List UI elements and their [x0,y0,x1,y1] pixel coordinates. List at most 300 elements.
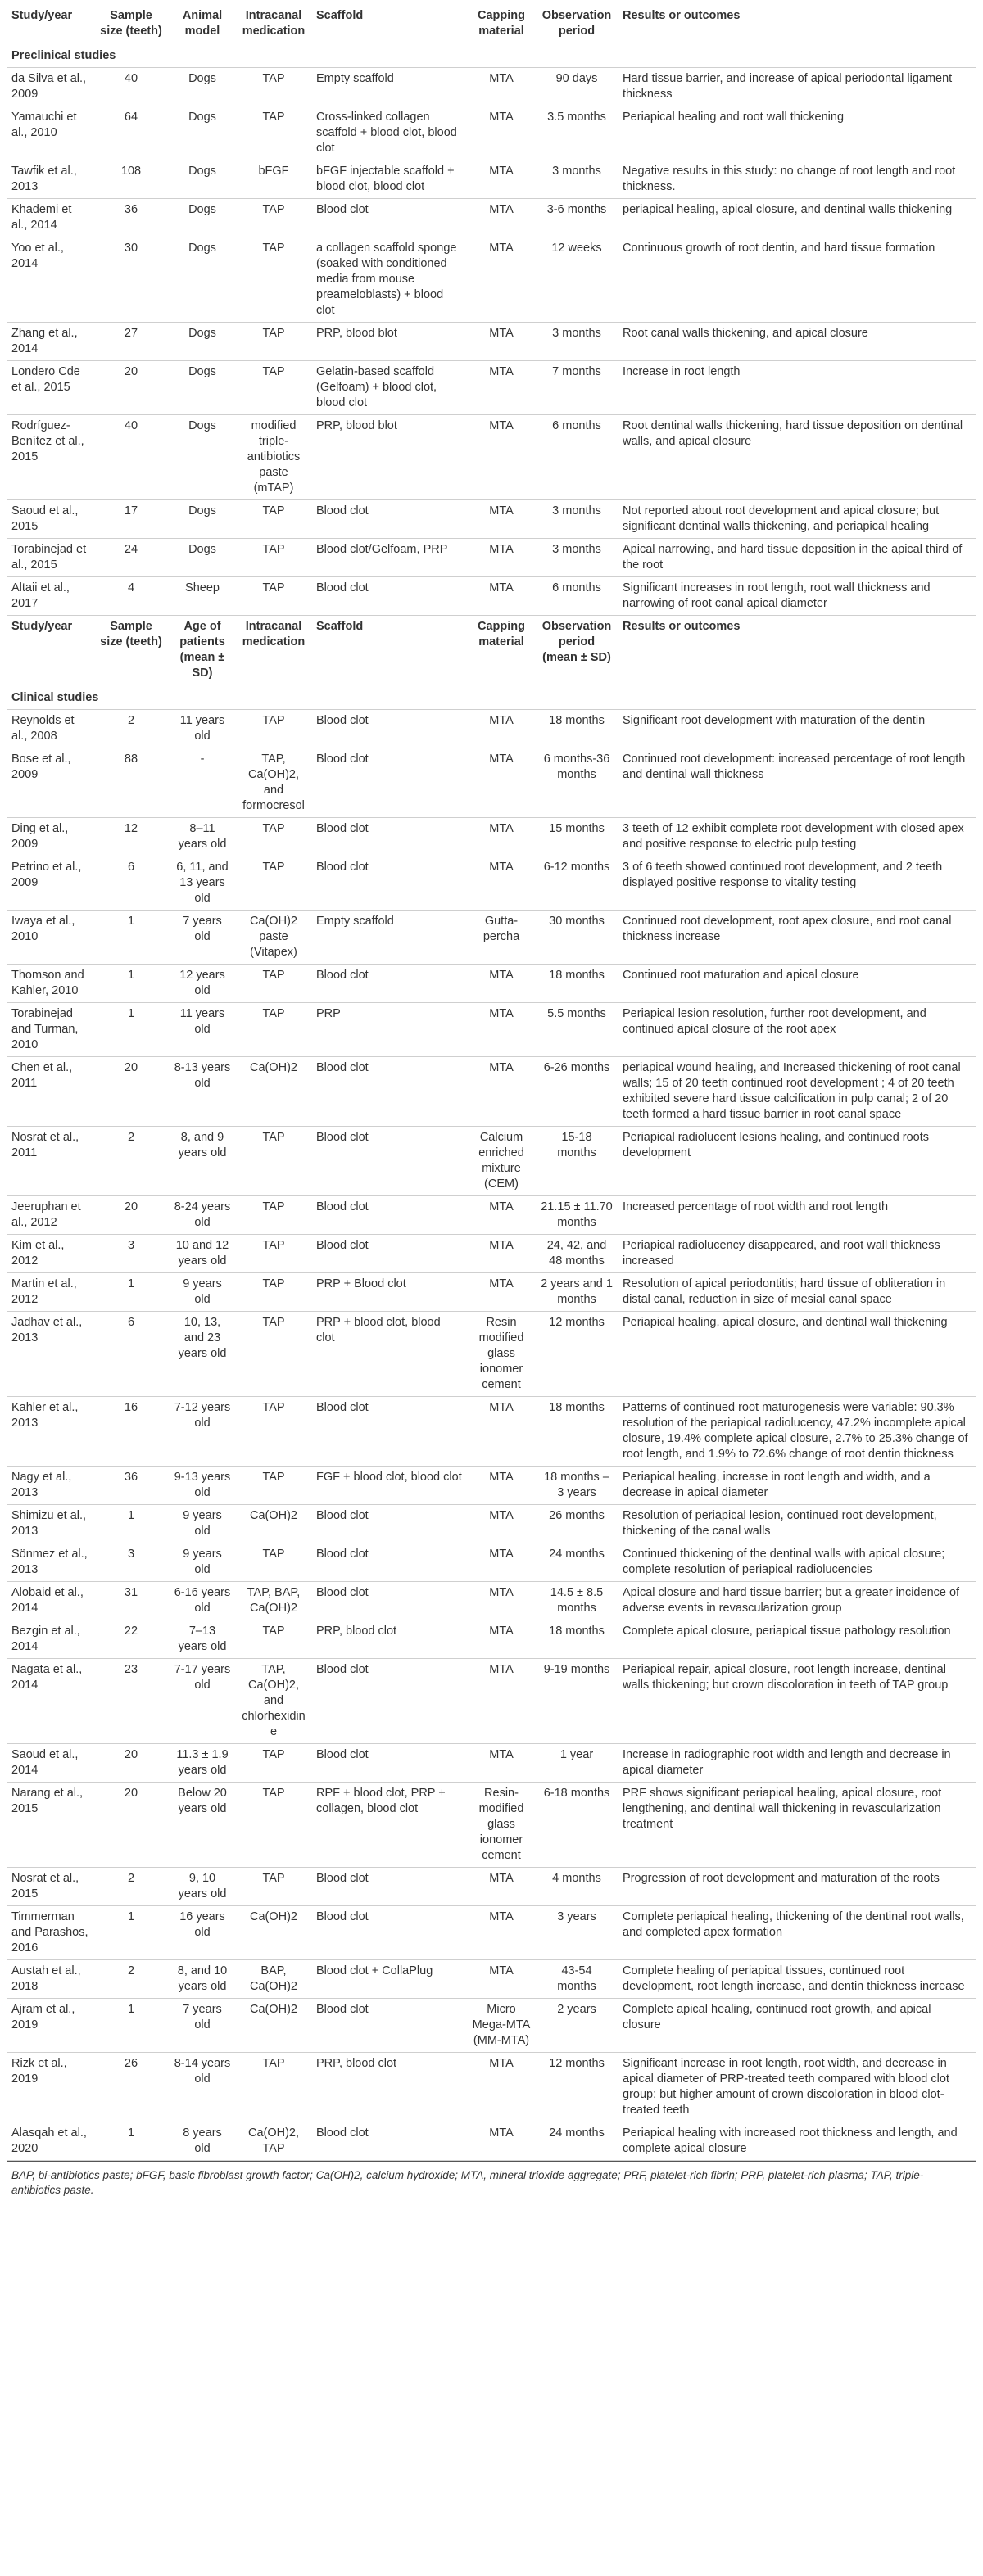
cell-model-or-age: 8–11 years old [169,818,236,856]
table-row [7,818,976,856]
cell-intracanal-medication: TAP [236,1783,311,1868]
table-row [7,237,976,323]
table-row [7,500,976,539]
column-header-study-year: Study/year [7,5,93,43]
cell-scaffold: Blood clot [311,1659,467,1744]
section-row [7,685,976,710]
cell-model-or-age: - [169,748,236,818]
cell-sample-size: 2 [93,1127,169,1196]
cell-capping-material: Resin modified glass ionomer cement [467,1312,536,1397]
cell-capping-material: MTA [467,1543,536,1582]
cell-scaffold: RPF + blood clot, PRP + collagen, blood clot [311,1783,467,1868]
cell-model-or-age: Dogs [169,323,236,361]
table-row [7,1659,976,1744]
cell-sample-size: 1 [93,2122,169,2161]
cell-scaffold: Blood clot [311,1868,467,1906]
cell-intracanal-medication: Ca(OH)2 [236,1057,311,1127]
cell-model-or-age: 7 years old [169,1999,236,2053]
cell-scaffold: Blood clot [311,1505,467,1543]
cell-capping-material: MTA [467,1659,536,1744]
cell-study-year: Thomson and Kahler, 2010 [7,965,93,1003]
cell-observation-period: 30 months [536,911,618,965]
table-row [7,577,976,616]
cell-observation-period: 21.15 ± 11.70 months [536,1196,618,1235]
cell-study-year: Torabinejad and Turman, 2010 [7,1003,93,1057]
cell-results-outcomes: Apical closure and hard tissue barrier; but a greater incidence of adverse events in revascularization group [618,1582,976,1620]
cell-sample-size: 1 [93,1906,169,1960]
cell-sample-size: 6 [93,1312,169,1397]
column-header-capping-material: Capping material [467,5,536,43]
cell-scaffold: Blood clot [311,1999,467,2053]
cell-sample-size: 6 [93,856,169,911]
cell-intracanal-medication: TAP, Ca(OH)2, and chlorhexidine [236,1659,311,1744]
cell-observation-period: 6 months [536,577,618,616]
cell-capping-material: MTA [467,1273,536,1312]
cell-results-outcomes: Patterns of continued root maturogenesis were variable: 90.3% resolution of the periapical radiolucency, 47.2% incomplete apical closure, 19.4% complete apical closure, 2.7% to 25.3% change of root length, and 1.9% to 72.6% change of root dentin thickness [618,1397,976,1467]
cell-study-year: Ajram et al., 2019 [7,1999,93,2053]
cell-results-outcomes: Root dentinal walls thickening, hard tissue deposition on dentinal walls, and apical closure [618,415,976,500]
cell-sample-size: 20 [93,1057,169,1127]
cell-observation-period: 18 months [536,710,618,748]
cell-model-or-age: 9-13 years old [169,1467,236,1505]
cell-scaffold: Blood clot [311,1906,467,1960]
cell-capping-material: Micro Mega-MTA (MM-MTA) [467,1999,536,2053]
cell-intracanal-medication: TAP [236,1196,311,1235]
cell-results-outcomes: Progression of root development and maturation of the roots [618,1868,976,1906]
cell-intracanal-medication: TAP [236,2053,311,2122]
cell-study-year: Jadhav et al., 2013 [7,1312,93,1397]
cell-results-outcomes: periapical healing, apical closure, and dentinal walls thickening [618,199,976,237]
table-row [7,710,976,748]
table-row [7,1744,976,1783]
cell-sample-size: 20 [93,1783,169,1868]
cell-model-or-age: 8-14 years old [169,2053,236,2122]
cell-capping-material: Gutta-percha [467,911,536,965]
cell-sample-size: 17 [93,500,169,539]
table-row [7,748,976,818]
cell-capping-material: MTA [467,1868,536,1906]
cell-capping-material: MTA [467,1057,536,1127]
column-header-observation-period: Observation period [536,5,618,43]
table-row [7,106,976,160]
cell-model-or-age: 9 years old [169,1543,236,1582]
cell-capping-material: MTA [467,160,536,199]
cell-observation-period: 15-18 months [536,1127,618,1196]
column-header-study-year: Study/year [7,616,93,685]
cell-model-or-age: 7-12 years old [169,1397,236,1467]
cell-results-outcomes: Resolution of periapical lesion, continued root development, thickening of the canal walls [618,1505,976,1543]
cell-scaffold: Blood clot [311,710,467,748]
clinical-section-label: Clinical studies [7,685,976,710]
cell-capping-material: MTA [467,710,536,748]
cell-observation-period: 9-19 months [536,1659,618,1744]
cell-observation-period: 12 months [536,1312,618,1397]
cell-scaffold: Blood clot [311,1543,467,1582]
cell-scaffold: Blood clot [311,199,467,237]
cell-observation-period: 3.5 months [536,106,618,160]
cell-scaffold: Blood clot [311,1582,467,1620]
cell-observation-period: 26 months [536,1505,618,1543]
cell-model-or-age: 9, 10 years old [169,1868,236,1906]
cell-results-outcomes: Root canal walls thickening, and apical closure [618,323,976,361]
cell-results-outcomes: Significant increase in root length, root width, and decrease in apical diameter of PRP-treated teeth compared with blood clot group; but higher amount of crown discoloration in blood clot-treated teeth [618,2053,976,2122]
cell-study-year: Saoud et al., 2015 [7,500,93,539]
cell-intracanal-medication: TAP [236,1312,311,1397]
cell-results-outcomes: periapical wound healing, and Increased thickening of root canal walls; 15 of 20 teeth continued root development ; 4 of 20 teeth exhibited severe hard tissue calcification in pulp canal; 2 of 20 teeth formed a hard tissue barrier in root canal space [618,1057,976,1127]
table-row [7,1543,976,1582]
cell-scaffold: PRP + Blood clot [311,1273,467,1312]
cell-results-outcomes: Complete apical closure, periapical tissue pathology resolution [618,1620,976,1659]
cell-study-year: Iwaya et al., 2010 [7,911,93,965]
cell-capping-material: MTA [467,539,536,577]
cell-intracanal-medication: Ca(OH)2 [236,1999,311,2053]
cell-capping-material: MTA [467,577,536,616]
cell-intracanal-medication: TAP [236,1127,311,1196]
cell-results-outcomes: Significant increases in root length, root wall thickness and narrowing of root canal apical diameter [618,577,976,616]
cell-intracanal-medication: Ca(OH)2 [236,1505,311,1543]
cell-model-or-age: Sheep [169,577,236,616]
cell-model-or-age: 10, 13, and 23 years old [169,1312,236,1397]
cell-sample-size: 26 [93,2053,169,2122]
table-row [7,1196,976,1235]
table-row [7,1620,976,1659]
table-row [7,1397,976,1467]
cell-observation-period: 3 months [536,323,618,361]
table-row [7,323,976,361]
cell-model-or-age: 12 years old [169,965,236,1003]
cell-capping-material: MTA [467,856,536,911]
table-row [7,856,976,911]
cell-sample-size: 1 [93,1273,169,1312]
cell-capping-material: MTA [467,106,536,160]
table-row [7,1003,976,1057]
cell-study-year: Yoo et al., 2014 [7,237,93,323]
cell-study-year: Tawfik et al., 2013 [7,160,93,199]
cell-sample-size: 12 [93,818,169,856]
cell-scaffold: Empty scaffold [311,68,467,106]
cell-capping-material: MTA [467,1960,536,1999]
cell-intracanal-medication: TAP [236,199,311,237]
table-row [7,1127,976,1196]
cell-study-year: Altaii et al., 2017 [7,577,93,616]
cell-observation-period: 6 months-36 months [536,748,618,818]
cell-model-or-age: 9 years old [169,1273,236,1312]
table-row [7,68,976,106]
cell-model-or-age: Dogs [169,199,236,237]
cell-results-outcomes: Significant root development with maturation of the dentin [618,710,976,748]
cell-results-outcomes: Complete healing of periapical tissues, continued root development, root length increase, and dentin thickness increase [618,1960,976,1999]
cell-capping-material: MTA [467,748,536,818]
cell-model-or-age: Dogs [169,106,236,160]
cell-scaffold: PRP, blood clot [311,2053,467,2122]
column-header-observation-period: Observation period (mean ± SD) [536,616,618,685]
cell-intracanal-medication: TAP [236,856,311,911]
cell-capping-material: MTA [467,199,536,237]
cell-results-outcomes: Periapical radiolucency disappeared, and root wall thickness increased [618,1235,976,1273]
cell-sample-size: 22 [93,1620,169,1659]
cell-observation-period: 3 years [536,1906,618,1960]
cell-intracanal-medication: TAP [236,1620,311,1659]
cell-study-year: Rizk et al., 2019 [7,2053,93,2122]
cell-sample-size: 1 [93,911,169,965]
cell-study-year: Petrino et al., 2009 [7,856,93,911]
cell-observation-period: 7 months [536,361,618,415]
cell-scaffold: Blood clot [311,1196,467,1235]
column-header-capping-material: Capping material [467,616,536,685]
cell-observation-period: 2 years [536,1999,618,2053]
cell-intracanal-medication: TAP [236,361,311,415]
cell-scaffold: Blood clot [311,818,467,856]
cell-scaffold: Blood clot [311,965,467,1003]
cell-model-or-age: 6-16 years old [169,1582,236,1620]
cell-results-outcomes: 3 teeth of 12 exhibit complete root development with closed apex and positive response to electric pulp testing [618,818,976,856]
table-row [7,1235,976,1273]
cell-scaffold: FGF + blood clot, blood clot [311,1467,467,1505]
table-row [7,1057,976,1127]
table-row [7,1960,976,1999]
cell-results-outcomes: Periapical repair, apical closure, root length increase, dentinal walls thickening; but crown discoloration in teeth of TAP group [618,1659,976,1744]
cell-sample-size: 1 [93,1505,169,1543]
cell-model-or-age: 7–13 years old [169,1620,236,1659]
cell-sample-size: 20 [93,1196,169,1235]
table-row [7,911,976,965]
cell-intracanal-medication: TAP, BAP, Ca(OH)2 [236,1582,311,1620]
column-header-results-outcomes: Results or outcomes [618,616,976,685]
cell-scaffold: Blood clot [311,2122,467,2161]
table-row [7,539,976,577]
cell-observation-period: 3 months [536,500,618,539]
cell-intracanal-medication: Ca(OH)2 paste (Vitapex) [236,911,311,965]
cell-model-or-age: 7-17 years old [169,1659,236,1744]
cell-results-outcomes: Complete apical healing, continued root growth, and apical closure [618,1999,976,2053]
cell-model-or-age: 6, 11, and 13 years old [169,856,236,911]
cell-results-outcomes: Continued thickening of the dentinal walls with apical closure; complete resolution of periapical radiolucencies [618,1543,976,1582]
cell-sample-size: 27 [93,323,169,361]
table-row [7,1783,976,1868]
cell-intracanal-medication: TAP [236,500,311,539]
cell-sample-size: 24 [93,539,169,577]
cell-capping-material: MTA [467,1582,536,1620]
cell-scaffold: PRP, blood blot [311,323,467,361]
cell-results-outcomes: Apical narrowing, and hard tissue deposition in the apical third of the root [618,539,976,577]
cell-model-or-age: 10 and 12 years old [169,1235,236,1273]
table-row [7,1505,976,1543]
cell-observation-period: 24, 42, and 48 months [536,1235,618,1273]
cell-sample-size: 36 [93,199,169,237]
cell-model-or-age: 11.3 ± 1.9 years old [169,1744,236,1783]
cell-intracanal-medication: TAP [236,577,311,616]
cell-observation-period: 3 months [536,539,618,577]
cell-intracanal-medication: TAP [236,710,311,748]
cell-results-outcomes: Increase in radiographic root width and length and decrease in apical diameter [618,1744,976,1783]
cell-model-or-age: 8-13 years old [169,1057,236,1127]
table-row [7,199,976,237]
cell-model-or-age: 16 years old [169,1906,236,1960]
cell-intracanal-medication: TAP, Ca(OH)2, and formocresol [236,748,311,818]
cell-study-year: Saoud et al., 2014 [7,1744,93,1783]
cell-capping-material: MTA [467,965,536,1003]
cell-results-outcomes: Continued root maturation and apical closure [618,965,976,1003]
cell-results-outcomes: Negative results in this study: no change of root length and root thickness. [618,160,976,199]
cell-capping-material: MTA [467,2053,536,2122]
cell-capping-material: MTA [467,1906,536,1960]
table-row [7,2122,976,2161]
cell-observation-period: 6-12 months [536,856,618,911]
cell-capping-material: MTA [467,1467,536,1505]
table-row [7,2053,976,2122]
studies-table [7,5,976,2161]
cell-scaffold: Blood clot [311,856,467,911]
cell-model-or-age: Dogs [169,539,236,577]
cell-model-or-age: 11 years old [169,1003,236,1057]
cell-scaffold: Empty scaffold [311,911,467,965]
cell-observation-period: 3 months [536,160,618,199]
cell-sample-size: 31 [93,1582,169,1620]
cell-model-or-age: Dogs [169,361,236,415]
cell-sample-size: 16 [93,1397,169,1467]
cell-capping-material: MTA [467,1744,536,1783]
cell-model-or-age: Dogs [169,415,236,500]
cell-sample-size: 1 [93,1003,169,1057]
cell-results-outcomes: Periapical healing, increase in root length and width, and a decrease in apical diameter [618,1467,976,1505]
cell-sample-size: 108 [93,160,169,199]
cell-observation-period: 24 months [536,2122,618,2161]
table-row [7,1906,976,1960]
cell-observation-period: 15 months [536,818,618,856]
cell-results-outcomes: Hard tissue barrier, and increase of apical periodontal ligament thickness [618,68,976,106]
cell-observation-period: 24 months [536,1543,618,1582]
cell-observation-period: 18 months [536,1620,618,1659]
cell-sample-size: 3 [93,1235,169,1273]
table-row [7,1582,976,1620]
cell-sample-size: 36 [93,1467,169,1505]
cell-observation-period: 5.5 months [536,1003,618,1057]
cell-capping-material: MTA [467,361,536,415]
cell-results-outcomes: Continued root development, root apex closure, and root canal thickness increase [618,911,976,965]
cell-scaffold: Blood clot [311,748,467,818]
cell-study-year: Torabinejad et al., 2015 [7,539,93,577]
cell-intracanal-medication: TAP [236,1467,311,1505]
cell-study-year: Timmerman and Parashos, 2016 [7,1906,93,1960]
cell-scaffold: Blood clot/Gelfoam, PRP [311,539,467,577]
cell-observation-period: 6-18 months [536,1783,618,1868]
cell-sample-size: 40 [93,68,169,106]
cell-observation-period: 1 year [536,1744,618,1783]
cell-intracanal-medication: TAP [236,323,311,361]
cell-capping-material: MTA [467,415,536,500]
cell-study-year: Ding et al., 2009 [7,818,93,856]
cell-intracanal-medication: TAP [236,1273,311,1312]
cell-scaffold: Blood clot [311,1127,467,1196]
cell-model-or-age: 7 years old [169,911,236,965]
cell-observation-period: 12 weeks [536,237,618,323]
cell-intracanal-medication: TAP [236,539,311,577]
cell-scaffold: Blood clot [311,1235,467,1273]
cell-intracanal-medication: BAP, Ca(OH)2 [236,1960,311,1999]
cell-sample-size: 64 [93,106,169,160]
cell-scaffold: Blood clot + CollaPlug [311,1960,467,1999]
column-header-sample-size: Sample size (teeth) [93,5,169,43]
cell-model-or-age: Dogs [169,500,236,539]
column-header-results-outcomes: Results or outcomes [618,5,976,43]
cell-study-year: Londero Cde et al., 2015 [7,361,93,415]
table-row [7,1273,976,1312]
cell-results-outcomes: Periapical radiolucent lesions healing, and continued roots development [618,1127,976,1196]
cell-capping-material: MTA [467,1505,536,1543]
cell-study-year: Bose et al., 2009 [7,748,93,818]
cell-study-year: Yamauchi et al., 2010 [7,106,93,160]
cell-scaffold: Cross-linked collagen scaffold + blood clot, blood clot [311,106,467,160]
cell-scaffold: Blood clot [311,500,467,539]
cell-scaffold: Blood clot [311,1057,467,1127]
table-row [7,965,976,1003]
cell-model-or-age: Dogs [169,160,236,199]
cell-sample-size: 88 [93,748,169,818]
cell-capping-material: MTA [467,237,536,323]
cell-results-outcomes: 3 of 6 teeth showed continued root development, and 2 teeth displayed positive response to vitality testing [618,856,976,911]
cell-sample-size: 30 [93,237,169,323]
cell-scaffold: PRP, blood clot [311,1620,467,1659]
cell-sample-size: 2 [93,1868,169,1906]
cell-observation-period: 4 months [536,1868,618,1906]
preclinical-header-row [7,5,976,43]
cell-study-year: Nagata et al., 2014 [7,1659,93,1744]
cell-observation-period: 6 months [536,415,618,500]
cell-results-outcomes: Periapical healing with increased root thickness and length, and complete apical closure [618,2122,976,2161]
cell-scaffold: a collagen scaffold sponge (soaked with conditioned media from mouse preameloblasts) + blood clot [311,237,467,323]
cell-capping-material: MTA [467,1003,536,1057]
cell-capping-material: MTA [467,1235,536,1273]
table-footnote: BAP, bi-antibiotics paste; bFGF, basic fibroblast growth factor; Ca(OH)2, calcium hydroxide; MTA, mineral trioxide aggregate; PRF, platelet-rich fibrin; PRP, platelet-rich plasma; TAP, triple-antibiotics paste. [7,2161,976,2198]
cell-capping-material: MTA [467,1397,536,1467]
cell-observation-period: 18 months [536,1397,618,1467]
cell-capping-material: MTA [467,1196,536,1235]
cell-model-or-age: 8 years old [169,2122,236,2161]
cell-scaffold: Gelatin-based scaffold (Gelfoam) + blood clot, blood clot [311,361,467,415]
column-header-scaffold: Scaffold [311,616,467,685]
cell-capping-material: MTA [467,818,536,856]
cell-intracanal-medication: TAP [236,1397,311,1467]
table-row [7,1467,976,1505]
cell-results-outcomes: Increased percentage of root width and root length [618,1196,976,1235]
cell-scaffold: PRP [311,1003,467,1057]
cell-capping-material: MTA [467,68,536,106]
cell-intracanal-medication: Ca(OH)2, TAP [236,2122,311,2161]
cell-intracanal-medication: TAP [236,1235,311,1273]
cell-model-or-age: 8, and 9 years old [169,1127,236,1196]
cell-observation-period: 3-6 months [536,199,618,237]
cell-study-year: Nosrat et al., 2015 [7,1868,93,1906]
table-row [7,1868,976,1906]
preclinical-body [7,43,976,616]
cell-sample-size: 20 [93,361,169,415]
cell-intracanal-medication: TAP [236,237,311,323]
cell-scaffold: Blood clot [311,577,467,616]
cell-study-year: Chen et al., 2011 [7,1057,93,1127]
cell-results-outcomes: Complete periapical healing, thickening of the dentinal root walls, and completed apex formation [618,1906,976,1960]
cell-model-or-age: 9 years old [169,1505,236,1543]
cell-scaffold: Blood clot [311,1744,467,1783]
cell-study-year: Zhang et al., 2014 [7,323,93,361]
cell-sample-size: 3 [93,1543,169,1582]
cell-study-year: Narang et al., 2015 [7,1783,93,1868]
cell-intracanal-medication: Ca(OH)2 [236,1906,311,1960]
cell-sample-size: 2 [93,710,169,748]
cell-intracanal-medication: modified triple-antibiotics paste (mTAP) [236,415,311,500]
table-row [7,1312,976,1397]
column-header-model-or-age: Animal model [169,5,236,43]
cell-study-year: da Silva et al., 2009 [7,68,93,106]
